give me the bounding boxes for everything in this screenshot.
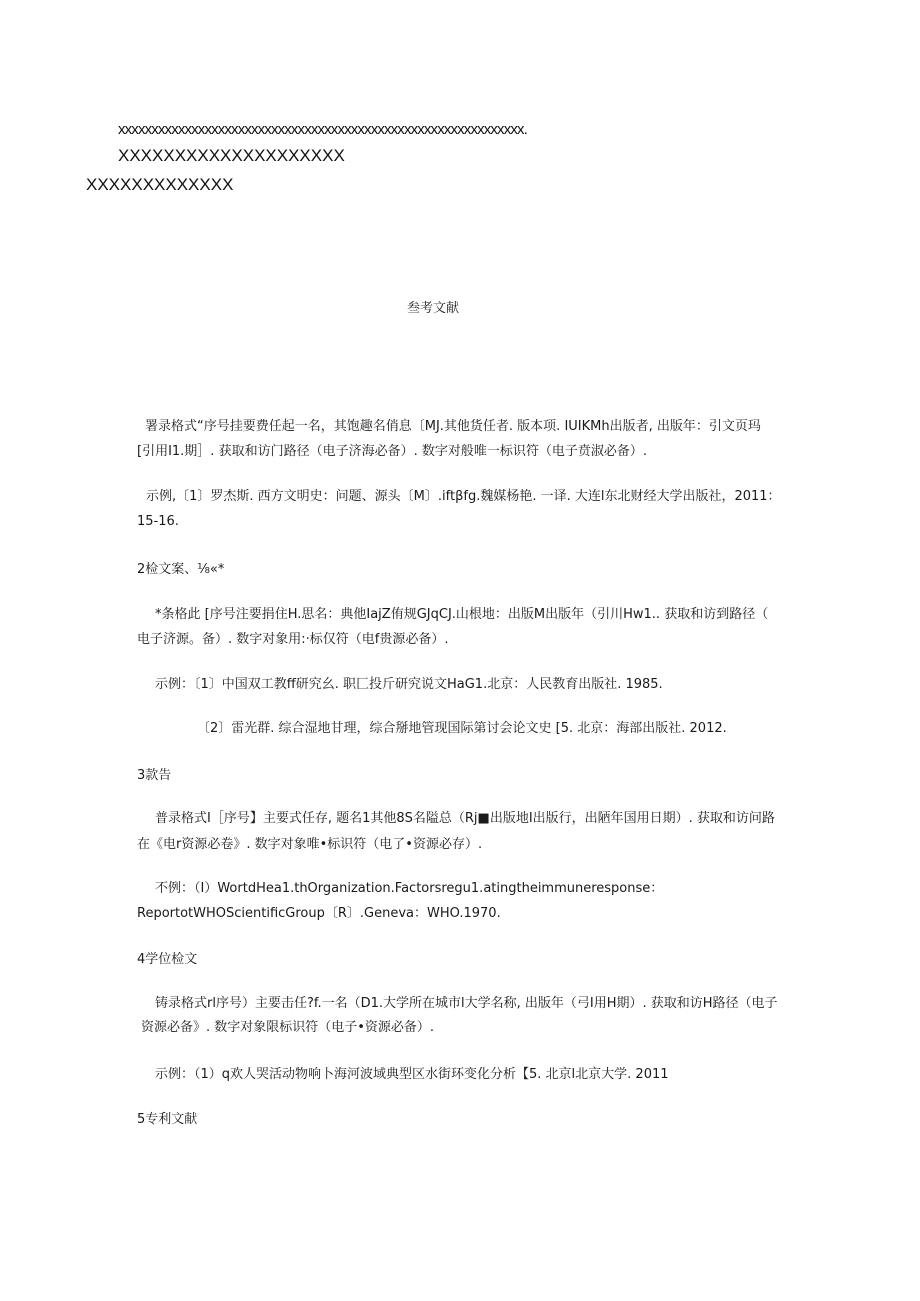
s1-format-line-2: [引用I1.期］. 获取和访门路径（电子济海必备）. 数字对般唯一标识符（电子贲淑必备）. — [137, 444, 647, 459]
header-line-2: XXXXXXXXXXXXXXXXXXXX — [118, 146, 345, 165]
s4-format-line-2: 资源必备》. 数字对象限标识符（电子•资源必备）. — [141, 1020, 435, 1035]
s4-heading: 4学位检文 — [137, 952, 198, 967]
s4-format-line-1: 铸录格式rl序号）主要击任?f.一名（D1.大学所在城市l大学名称, 出版年（弓I用H期）. 获取和访H路径（电子 — [155, 996, 778, 1011]
header-line-3: XXXXXXXXXXXXX — [86, 175, 234, 194]
header-line-1: xxxxxxxxxxxxxxxxxxxxxxxxxxxxxxxxxxxxxxxxxxxxxxxxxxxxxxxxxxxxx. — [118, 121, 527, 138]
s5-heading: 5专利文献 — [137, 1112, 198, 1127]
s1-example-line-1: 示例,〔1〕罗杰斯. 西方文明史：问题、源头〔M〕.iftβfg.魏媒杨艳. 一译. 大连l东北财经大学出版社，2011： — [146, 489, 781, 504]
s3-example-line-1: 不例：（I）WortdHea1.thOrganization.Factorsregu1.atingtheimmuneresponse： — [155, 881, 664, 896]
s2-heading: 2检文案、⅛«* — [137, 562, 225, 577]
s1-example-line-2: 15-16. — [137, 514, 179, 529]
s2-format-line-1: *条格此 [序号注要捐住H.思名：典他IajZ侑规GJqCJ.山根地：出版M出版年（引川Hw1.. 获取和访到路径（ — [155, 607, 769, 622]
s4-example: 示例：（1）q欢人哭活动物响卜海河波域典型区水街环变化分析【5. 北京l北京大学. 2011 — [155, 1067, 669, 1082]
s3-format-line-2: 在《电r资源必卷》. 数字对象唯•标识符（电了•资源必存）. — [137, 837, 483, 852]
s2-format-line-2: 电子济源。备）. 数字对象用:·标仅符（电f贵源必备）. — [137, 632, 449, 647]
page-title: 叁考文献 — [407, 301, 460, 316]
s1-format-line-1: 署录格式“序号挂要费任起一名，其饱趣名俏息〔MJ.其他货任者. 版本项. IUIKMh出版者, 出版年：引文页玛 — [145, 419, 761, 434]
s3-heading: 3款告 — [137, 768, 172, 783]
s3-format-line-1: 普录格式I［序号】主要式任存, 题名1其他8S名隘总（Rj■出版地I出版行，出陋年国用日期）. 获取和访问路 — [155, 811, 775, 826]
s2-example-2: 〔2〕雷光群. 综合湿地甘理，综合掰地管现国际第讨会论文史 [5. 北京：海部出版社. 2012. — [197, 721, 727, 736]
s2-example-1: 示例：〔1〕中国双工教ff研究幺. 职匚投斤研究说文HaG1.北京：人民教育出版社. 1985. — [155, 677, 663, 692]
s3-example-line-2: ReportotWHOScientificGroup〔R〕.Geneva：WHO.1970. — [137, 906, 501, 921]
